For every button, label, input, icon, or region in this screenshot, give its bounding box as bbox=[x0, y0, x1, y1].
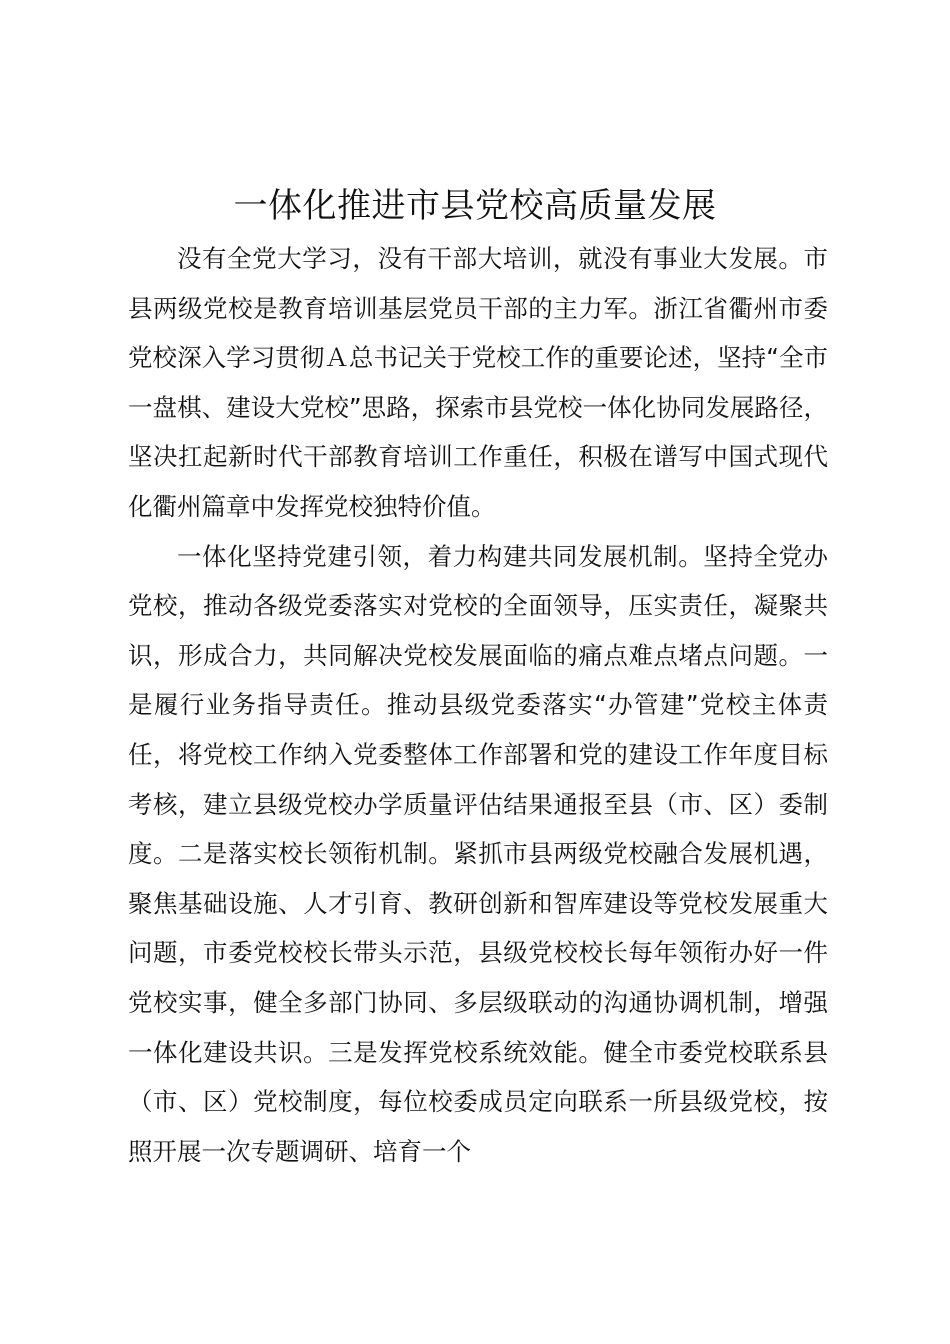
document-body bbox=[128, 234, 828, 1176]
paragraph-intro: 没有全党大学习，没有干部大培训，就没有事业大发展。市县两级党校是教育培训基层党员干部的主力军。浙江省衢州市委党校深入学习贯彻Ａ总书记关于党校工作的重要论述，坚持“全市一盘棋、建设大党校”思路，探索市县党校一体化协同发展路径，坚决扛起新时代干部教育培训工作重任，积极在谱写中国式现代化衢州篇章中发挥党校独特价值。 bbox=[128, 244, 828, 521]
document-title: 一体化推进市县党校高质量发展 bbox=[233, 186, 717, 226]
paragraph-party-building: 一体化坚持党建引领，着力构建共同发展机制。坚持全党办党校，推动各级党委落实对党校的全面领导，压实责任，凝聚共识，形成合力，共同解决党校发展面临的痛点难点堵点问题。一是履行业务指导责任。推动县级党委落实“办管建”党校主体责任，将党校工作纳入党委整体工作部署和党的建设工作年度目标考核，建立县级党校办学质量评估结果通报至县（市、区）委制度。二是落实校长领衔机制。紧抓市县两级党校融合发展机遇，聚焦基础设施、人才引育、教研创新和智库建设等党校发展重大问题，市委党校校长带头示范，县级党校校长每年领衔办好一件党校实事，健全多部门协同、多层级联动的沟通协调机制，增强一体化建设共识。三是发挥党校系统效能。健全市委党校联系县（市、区）党校制度，每位校委成员定向联系一所县级党校，按照开展一次专题调研、培育一个 bbox=[128, 541, 828, 1166]
